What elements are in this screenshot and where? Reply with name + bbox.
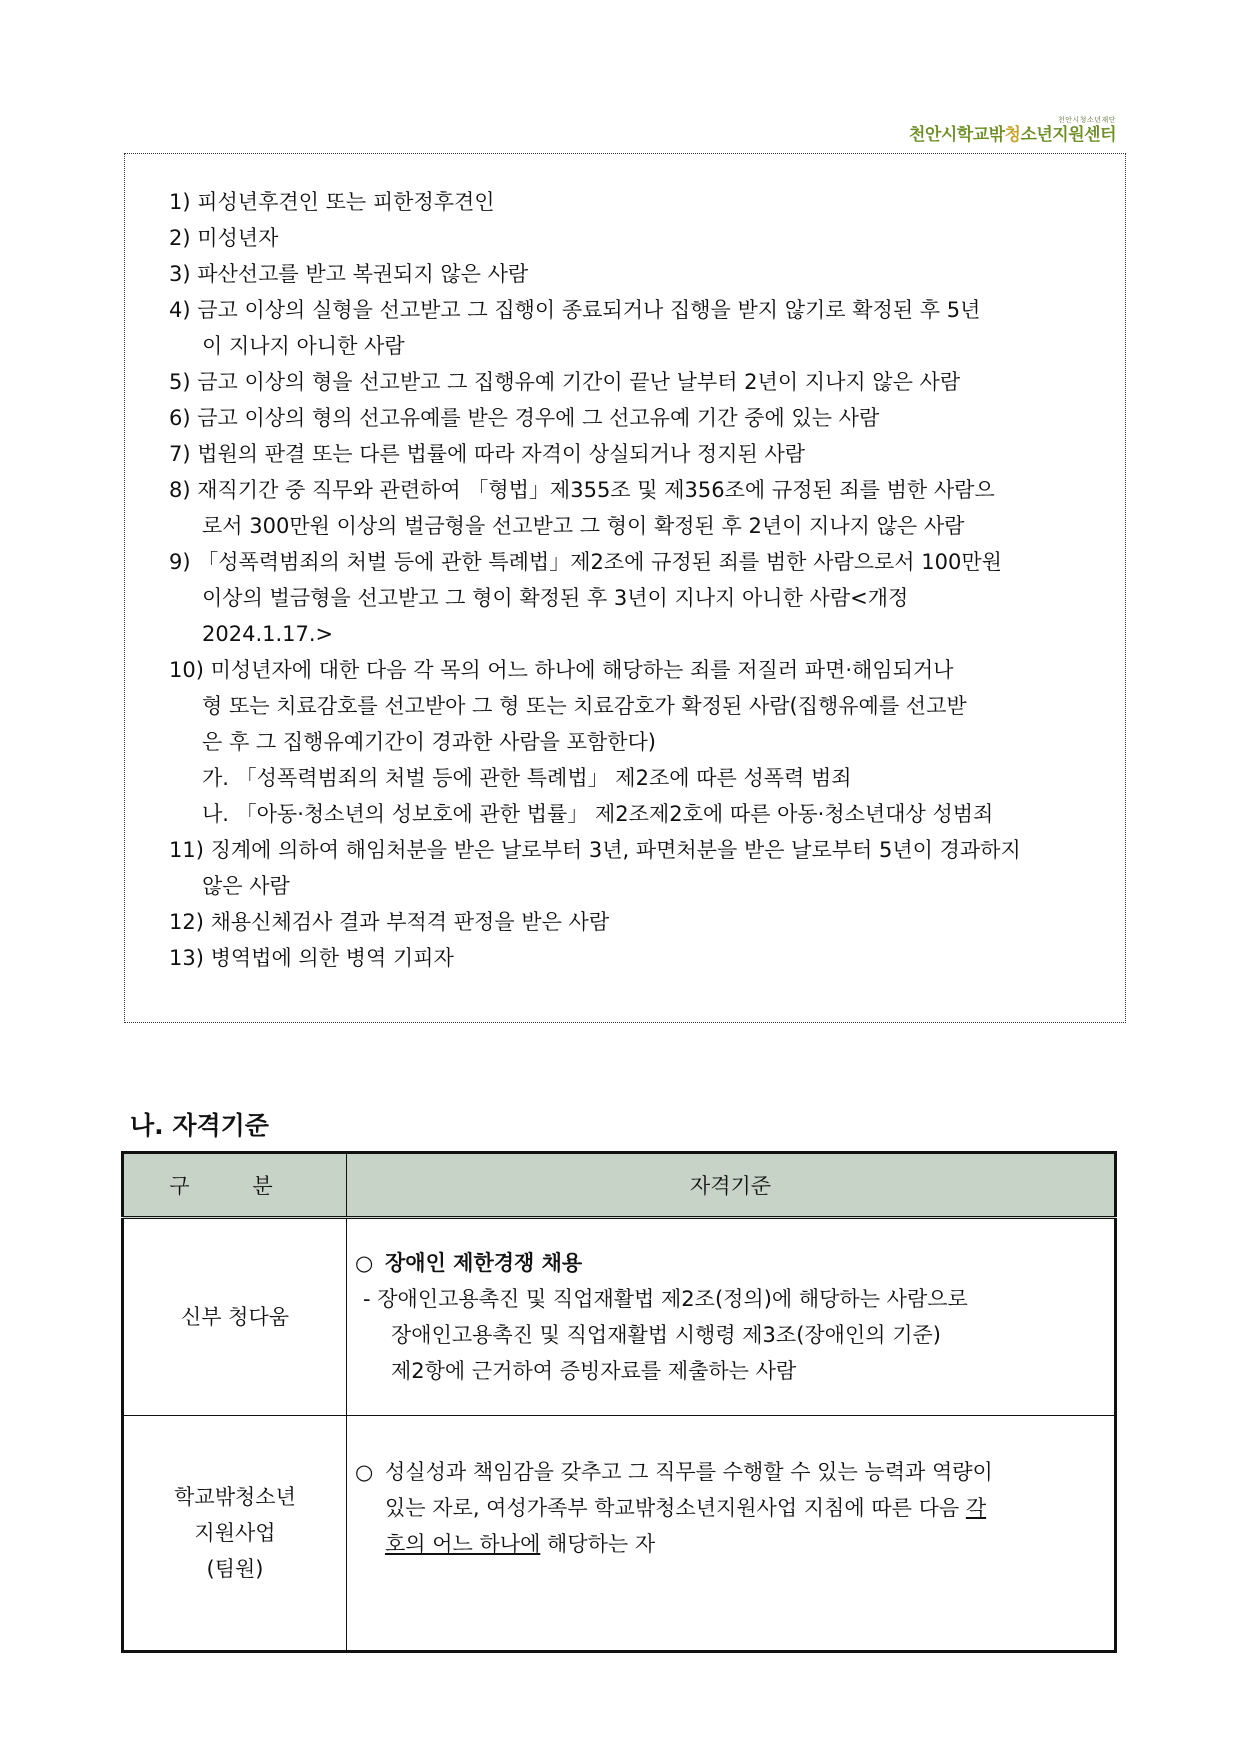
- table-header-row: [123, 1153, 1116, 1218]
- list-item: 6) 금고 이상의 형의 선고유예를 받은 경우에 그 선고유예 기간 중에 있는 사람: [169, 406, 880, 430]
- list-item: 13) 병역법에 의한 병역 기피자: [169, 946, 454, 970]
- list-item-continuation: 않은 사람: [202, 874, 290, 898]
- list-item-continuation: 2024.1.17.>: [202, 622, 334, 646]
- row-content: [347, 1218, 1116, 1416]
- list-item: 1) 피성년후견인 또는 피한정후견인: [169, 190, 495, 214]
- list-item-continuation: 이상의 벌금형을 선고받고 그 형이 확정된 후 3년이 지나지 아니한 사람<개정: [202, 586, 909, 610]
- logo-subtitle: 천안시청소년재단: [1057, 116, 1116, 124]
- center-logo: [909, 116, 1116, 145]
- bullet-icon: ○: [355, 1251, 374, 1275]
- table-row: [123, 1416, 1116, 1652]
- row-body-line: 제2항에 근거하여 증빙자료를 제출하는 사람: [391, 1359, 797, 1383]
- list-item: 11) 징계에 의하여 해임처분을 받은 날로부터 3년, 파면처분을 받은 날로부터 5년이 경과하지: [169, 838, 1021, 862]
- disqualification-list: [169, 184, 1104, 976]
- row-label: 학교밖청소년 지원사업 (팀원): [123, 1416, 347, 1652]
- list-item: 10) 미성년자에 대한 다음 각 목의 어느 하나에 해당하는 죄를 저질러 파면·해임되거나: [169, 658, 954, 682]
- logo-title: [909, 125, 1116, 145]
- list-item-continuation: 은 후 그 집행유예기간이 경과한 사람을 포함한다): [202, 730, 656, 754]
- list-item: 5) 금고 이상의 형을 선고받고 그 집행유예 기간이 끝난 날부터 2년이 지나지 않은 사람: [169, 370, 961, 394]
- qualification-table: [121, 1151, 1117, 1653]
- header-category: 구 분: [123, 1153, 347, 1218]
- logo-title-part2: 청: [1004, 125, 1021, 145]
- list-item: 3) 파산선고를 받고 복권되지 않은 사람: [169, 262, 529, 286]
- list-subitem: 가. 「성폭력범죄의 처벌 등에 관한 특례법」 제2조에 따른 성폭력 범죄: [202, 766, 852, 790]
- row-body-line: 있는 자로, 여성가족부 학교밖청소년지원사업 지침에 따른 다음 각: [385, 1496, 987, 1520]
- list-item-continuation: 로서 300만원 이상의 벌금형을 선고받고 그 형이 확정된 후 2년이 지나지 않은 사람: [202, 514, 965, 538]
- section-title: 나. 자격기준: [130, 1111, 269, 1140]
- row-body-line: ○ 성실성과 책임감을 갖추고 그 직무를 수행할 수 있는 능력과 역량이: [355, 1454, 1112, 1490]
- list-item: 12) 채용신체검사 결과 부적격 판정을 받은 사람: [169, 910, 610, 934]
- row-content: [347, 1416, 1116, 1652]
- list-item-continuation: 형 또는 치료감호를 선고받아 그 형 또는 치료감호가 확정된 사람(집행유예를 선고받: [202, 694, 967, 718]
- row-body-line: - 장애인고용촉진 및 직업재활법 제2조(정의)에 해당하는 사람으로: [363, 1287, 968, 1311]
- row-heading: 장애인 제한경쟁 채용: [385, 1251, 583, 1275]
- list-item: 9) 「성폭력범죄의 처벌 등에 관한 특례법」제2조에 규정된 죄를 범한 사람으로서 100만원: [169, 550, 1002, 574]
- bullet-icon: ○: [355, 1460, 374, 1484]
- list-item: 8) 재직기간 중 직무와 관련하여 「형법」제355조 및 제356조에 규정된 죄를 범한 사람으: [169, 478, 995, 502]
- disqualification-box: [124, 153, 1126, 1023]
- logo-title-part1: 천안시학교밖: [908, 125, 1005, 145]
- row-body-line: 장애인고용촉진 및 직업재활법 시행령 제3조(장애인의 기준): [391, 1323, 941, 1347]
- list-item: 7) 법원의 판결 또는 다른 법률에 따라 자격이 상실되거나 정지된 사람: [169, 442, 806, 466]
- header-criteria: 자격기준: [347, 1153, 1116, 1218]
- row-body-line: 호의 어느 하나에 해당하는 자: [385, 1532, 656, 1556]
- list-item: 2) 미성년자: [169, 226, 279, 250]
- list-subitem: 나. 「아동·청소년의 성보호에 관한 법률」 제2조제2호에 따른 아동·청소년대상 성범죄: [202, 802, 994, 826]
- list-item-continuation: 이 지나지 아니한 사람: [202, 334, 405, 358]
- row-label: 신부 청다움: [123, 1218, 347, 1416]
- logo-title-part3: 소년지원센터: [1020, 125, 1116, 145]
- list-item: 4) 금고 이상의 실형을 선고받고 그 집행이 종료되거나 집행을 받지 않기로 확정된 후 5년: [169, 298, 981, 322]
- table-row: [123, 1218, 1116, 1416]
